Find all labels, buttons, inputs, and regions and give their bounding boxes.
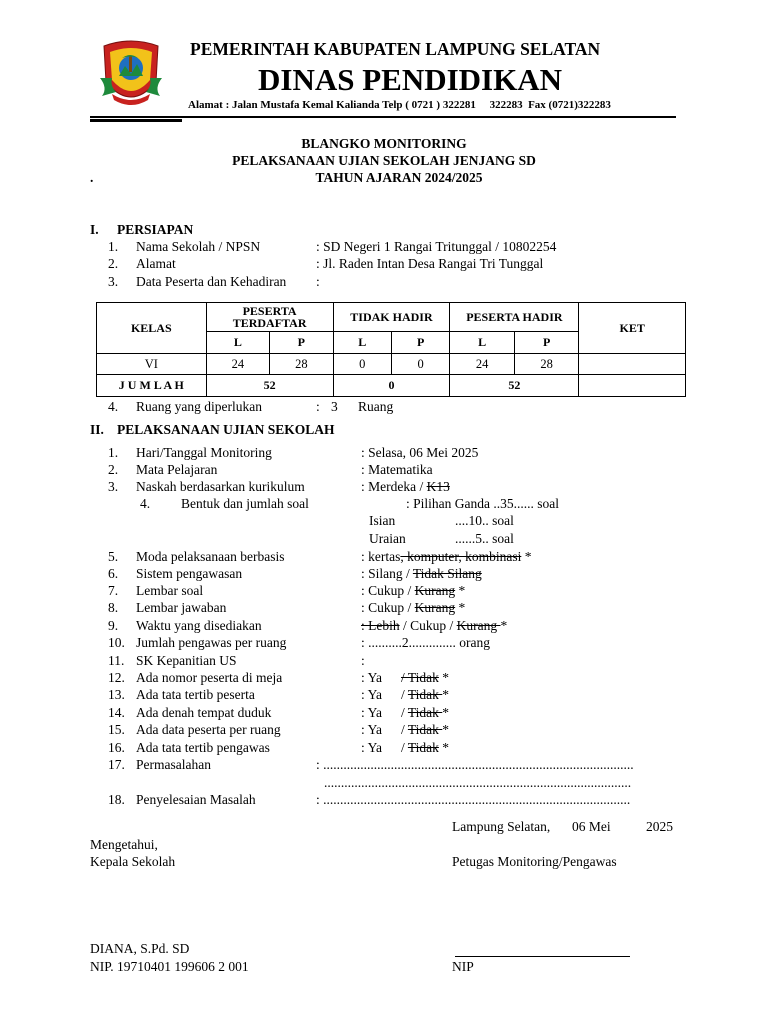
item-number: 4. bbox=[108, 399, 119, 414]
slash: / bbox=[401, 740, 408, 755]
item-number: 14. bbox=[108, 705, 125, 720]
item-number: 5. bbox=[108, 549, 119, 564]
title-line3: TAHUN AJARAN 2024/2025 bbox=[315, 170, 483, 185]
signature-place: Lampung Selatan, bbox=[452, 819, 551, 834]
item-label: Moda pelaksanaan berbasis bbox=[136, 549, 285, 564]
cell-tidak-hadir-l: 0 bbox=[333, 354, 391, 375]
struck-option: Kurang bbox=[414, 600, 456, 615]
header-rule bbox=[90, 116, 676, 118]
value-text: / Cukup / bbox=[399, 618, 457, 633]
isian-value: ....10.. soal bbox=[455, 513, 514, 528]
lampung-selatan-emblem-icon bbox=[98, 38, 164, 108]
struck-option: Tidak Silang bbox=[412, 566, 482, 581]
item-label: Ada nomor peserta di meja bbox=[136, 670, 283, 685]
item-label: Naskah berdasarkan kurikulum bbox=[136, 479, 305, 494]
item-number: 16. bbox=[108, 740, 125, 755]
cell-ket bbox=[579, 354, 686, 375]
value-text: : Cukup / bbox=[361, 600, 415, 615]
item-number: 1. bbox=[108, 239, 119, 254]
item-option bbox=[401, 687, 449, 703]
item-number: 3. bbox=[108, 274, 119, 289]
item-value bbox=[361, 549, 531, 565]
item-label: Ada denah tempat duduk bbox=[136, 705, 272, 720]
value-text: : Silang / bbox=[361, 566, 413, 581]
item-number: 17. bbox=[108, 757, 125, 772]
item-number: 13. bbox=[108, 687, 125, 702]
col-header-ket: KET bbox=[579, 303, 686, 354]
asterisk: * bbox=[438, 740, 450, 755]
section2-heading: PELAKSANAAN UJIAN SEKOLAH bbox=[117, 422, 335, 437]
item-label: Ada tata tertib peserta bbox=[136, 687, 255, 702]
acknowledged-label: Mengetahui, bbox=[90, 837, 158, 852]
table-total-row bbox=[97, 375, 686, 397]
principal-title: Kepala Sekolah bbox=[90, 854, 176, 869]
cell-jumlah-ket bbox=[579, 375, 686, 397]
title-line2: PELAKSANAAN UJIAN SEKOLAH JENJANG SD bbox=[232, 153, 536, 168]
section2-number: II. bbox=[90, 422, 104, 437]
asterisk: * bbox=[442, 705, 450, 720]
header-department: DINAS PENDIDIKAN bbox=[258, 62, 563, 97]
cell-jumlah-tidak-hadir: 0 bbox=[333, 375, 450, 397]
subheader-p: P bbox=[270, 332, 334, 354]
problem-field[interactable]: : ............................................................................................ bbox=[316, 757, 634, 772]
col-header-tidak-hadir: TIDAK HADIR bbox=[333, 303, 450, 332]
item-number: 15. bbox=[108, 722, 125, 737]
attendance-table bbox=[96, 302, 686, 397]
isian-label: Isian bbox=[369, 513, 396, 528]
item-number: 6. bbox=[108, 566, 119, 581]
item-label: Ruang yang diperlukan bbox=[136, 399, 262, 414]
cell-jumlah-label: J U M L A H bbox=[97, 375, 207, 397]
uraian-value: ......5.. soal bbox=[455, 531, 514, 546]
header-address: Alamat : Jalan Mustafa Kemal Kalianda Telp ( 0721 ) 322281 322283 Fax (0721)322283 bbox=[188, 99, 611, 111]
principal-name: DIANA, S.Pd. SD bbox=[90, 941, 190, 956]
item-value bbox=[361, 618, 507, 634]
item-value: : Ya bbox=[361, 687, 383, 702]
item-label: SK Kepanitian US bbox=[136, 653, 237, 668]
value-text: : Merdeka / bbox=[361, 479, 427, 494]
section1-heading: PERSIAPAN bbox=[117, 222, 194, 237]
subheader-l: L bbox=[206, 332, 270, 354]
item-number: 2. bbox=[108, 256, 119, 271]
item-option bbox=[401, 705, 449, 721]
item-value bbox=[361, 479, 450, 495]
item-value bbox=[361, 566, 482, 582]
item-value: : Ya bbox=[361, 722, 383, 737]
cell-hadir-l: 24 bbox=[450, 354, 515, 375]
asterisk: * bbox=[455, 600, 466, 615]
solution-field[interactable]: : ........................................................................................... bbox=[316, 792, 631, 807]
item-label: Data Peserta dan Kehadiran bbox=[136, 274, 287, 289]
title-line1: BLANGKO MONITORING bbox=[301, 136, 467, 151]
item-option bbox=[401, 740, 449, 756]
subheader-p: P bbox=[514, 332, 579, 354]
slash: / bbox=[401, 722, 408, 737]
header-government: PEMERINTAH KABUPATEN LAMPUNG SELATAN bbox=[190, 39, 601, 59]
asterisk: * bbox=[442, 722, 450, 737]
struck-option: Tidak bbox=[407, 687, 443, 702]
struck-option: Tidak bbox=[407, 740, 439, 755]
item-value: : SD Negeri 1 Rangai Tritunggal / 10802254 bbox=[316, 239, 557, 254]
asterisk: * bbox=[500, 618, 508, 633]
item-label: Nama Sekolah / NPSN bbox=[136, 239, 261, 254]
item-value: : Matematika bbox=[361, 462, 433, 477]
header-rule-thick bbox=[90, 119, 182, 122]
struck-option: , komputer, kombinasi bbox=[400, 549, 522, 564]
item-label: Alamat bbox=[136, 256, 176, 271]
cell-hadir-p: 28 bbox=[514, 354, 579, 375]
item-label: Jumlah pengawas per ruang bbox=[136, 635, 287, 650]
struck-option: Kurang bbox=[456, 618, 501, 633]
struck-option: Tidak bbox=[407, 705, 443, 720]
supervisor-title: Petugas Monitoring/Pengawas bbox=[452, 854, 617, 869]
signature-date: 06 Mei bbox=[572, 819, 611, 834]
cell-tidak-hadir-p: 0 bbox=[391, 354, 449, 375]
col-header-peserta-terdaftar: PESERTA TERDAFTAR bbox=[206, 303, 333, 332]
subheader-l: L bbox=[333, 332, 391, 354]
title-dot: . bbox=[90, 170, 94, 185]
item-value bbox=[361, 583, 465, 599]
item-value: : Ya bbox=[361, 740, 383, 755]
struck-option: : Lebih bbox=[361, 618, 400, 633]
item-number: 12. bbox=[108, 670, 125, 685]
item-label: Hari/Tanggal Monitoring bbox=[136, 445, 272, 460]
struck-option: Tidak bbox=[407, 722, 443, 737]
item-value: : ..........2.............. orang bbox=[361, 635, 490, 650]
item-label: Permasalahan bbox=[136, 757, 211, 772]
item-label: Bentuk dan jumlah soal bbox=[181, 496, 309, 511]
item-number: 7. bbox=[108, 583, 119, 598]
table-row bbox=[97, 354, 686, 375]
item-number: 18. bbox=[108, 792, 125, 807]
item-label: Waktu yang disediakan bbox=[136, 618, 262, 633]
item-number: 4. bbox=[140, 496, 151, 511]
struck-option: Kurang bbox=[414, 583, 456, 598]
item-value: 3 bbox=[331, 399, 338, 414]
item-label: Lembar soal bbox=[136, 583, 204, 598]
slash: / bbox=[401, 687, 408, 702]
asterisk: * bbox=[442, 687, 450, 702]
item-value: : Ya bbox=[361, 670, 383, 685]
item-number: 11. bbox=[108, 653, 125, 668]
item-number: 10. bbox=[108, 635, 125, 650]
item-option bbox=[401, 670, 449, 686]
item-label: Mata Pelajaran bbox=[136, 462, 218, 477]
value-text: : kertas bbox=[361, 549, 401, 564]
section1-number: I. bbox=[90, 222, 99, 237]
item-label: Lembar jawaban bbox=[136, 600, 227, 615]
supervisor-nip: NIP bbox=[452, 959, 474, 974]
item-option bbox=[401, 722, 449, 738]
signature-year: 2025 bbox=[646, 819, 673, 834]
problem-field-line2[interactable]: ........................................................................................... bbox=[324, 775, 632, 790]
supervisor-signature-line bbox=[455, 956, 630, 957]
cell-terdaftar-p: 28 bbox=[270, 354, 334, 375]
item-label: Penyelesaian Masalah bbox=[136, 792, 256, 807]
asterisk: * bbox=[455, 583, 466, 598]
item-number: 2. bbox=[108, 462, 119, 477]
item-value: : Pilihan Ganda ..35...... soal bbox=[406, 496, 559, 511]
item-number: 3. bbox=[108, 479, 119, 494]
struck-option: K13 bbox=[426, 479, 450, 494]
col-header-kelas: KELAS bbox=[97, 303, 207, 354]
value-text: : Cukup / bbox=[361, 583, 415, 598]
subheader-p: P bbox=[391, 332, 449, 354]
cell-kelas: VI bbox=[97, 354, 207, 375]
item-colon: : bbox=[316, 399, 320, 414]
col-header-peserta-hadir: PESERTA HADIR bbox=[450, 303, 579, 332]
item-label: Sistem pengawasan bbox=[136, 566, 243, 581]
asterisk: * bbox=[521, 549, 532, 564]
principal-nip: NIP. 19710401 199606 2 001 bbox=[90, 959, 249, 974]
item-number: 1. bbox=[108, 445, 119, 460]
item-label: Ada tata tertib pengawas bbox=[136, 740, 270, 755]
item-value: : Jl. Raden Intan Desa Rangai Tri Tunggal bbox=[316, 256, 544, 271]
struck-option: / Tidak bbox=[401, 670, 439, 685]
cell-jumlah-hadir: 52 bbox=[450, 375, 579, 397]
item-label: Ada data peserta per ruang bbox=[136, 722, 281, 737]
asterisk: * bbox=[438, 670, 450, 685]
item-number: 9. bbox=[108, 618, 119, 633]
cell-jumlah-terdaftar: 52 bbox=[206, 375, 333, 397]
item-value bbox=[361, 600, 465, 616]
item-value: : Ya bbox=[361, 705, 383, 720]
item-unit: Ruang bbox=[358, 399, 394, 414]
item-value: : bbox=[316, 274, 320, 289]
item-number: 8. bbox=[108, 600, 119, 615]
slash: / bbox=[401, 705, 408, 720]
item-value: : Selasa, 06 Mei 2025 bbox=[361, 445, 479, 460]
cell-terdaftar-l: 24 bbox=[206, 354, 270, 375]
uraian-label: Uraian bbox=[369, 531, 406, 546]
subheader-l: L bbox=[450, 332, 515, 354]
item-value: : bbox=[361, 653, 365, 668]
